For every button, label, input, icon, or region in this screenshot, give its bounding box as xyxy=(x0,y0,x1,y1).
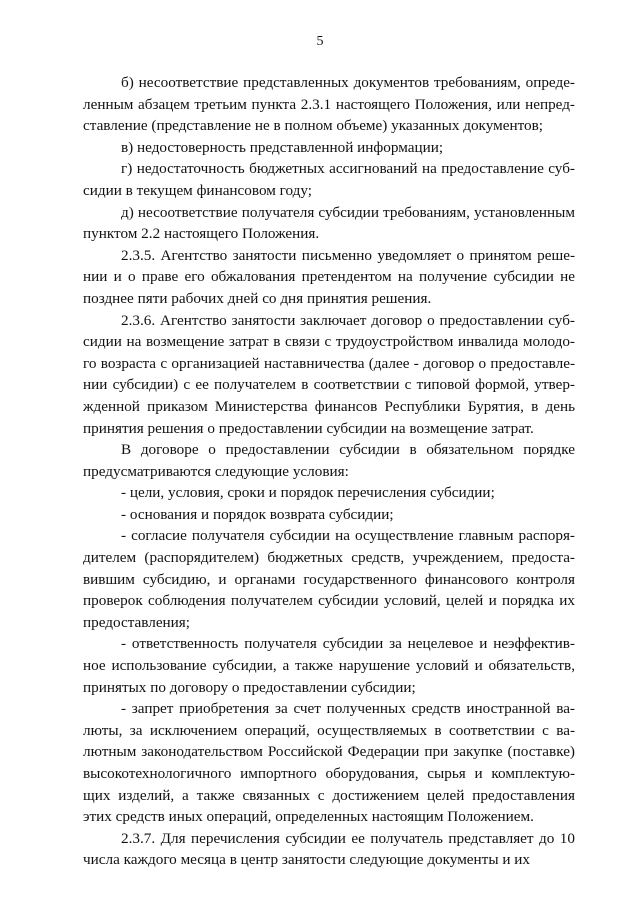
list-item-currency-prohibition: - запрет приобретения за счет полученных средств иностранной ва-люты, за исключением операций, осуществляемых в соответствии с ва-лютным законодательством Российской Федерации при закупке (поставке) высокотехнологичного импортного оборудования, сырья и комплектую-щих изделий, а также связанных с достижением целей предоставления этих средств иных операций, определенных настоящим Положением. xyxy=(83,700,575,826)
list-item-responsibility: - ответственность получателя субсидии за нецелевое и неэффектив-ное использование субсидии, а также нарушение условий и обязательств, принятых по договору о предоставлении субсидии; xyxy=(83,635,575,696)
page-number: 5 xyxy=(316,34,324,49)
paragraph-2-3-5: 2.3.5. Агентство занятости письменно уведомляет о принятом реше-нии и о праве его обжалования претендентом на получение субсидии не позднее пяти рабочих дней со дня принятия решения. xyxy=(83,246,575,307)
document-body xyxy=(83,72,575,871)
paragraph-2-3-7: 2.3.7. Для перечисления субсидии ее получатель представляет до 10 числа каждого месяца в центр занятости следующие документы и их xyxy=(83,829,575,869)
paragraph-contract-conditions-intro: В договоре о предоставлении субсидии в обязательном порядке предусматриваются следующие условия: xyxy=(83,441,575,480)
list-item-control-consent: - согласие получателя субсидии на осуществление главным распоря-дителем (распорядителем) бюджетных средств, учреждением, предоста-вившим субсидию, и органами государственного финансового контроля проверок соблюдения получателем субсидии условий, целей и порядка их предоставления; xyxy=(83,527,575,631)
list-item-goals-conditions: - цели, условия, сроки и порядок перечисления субсидии; xyxy=(121,484,495,502)
paragraph-2-3-6: 2.3.6. Агентство занятости заключает договор о предоставлении суб-сидии на возмещение затрат в связи с трудоустройством инвалида молодо-го возраста с организацией наставничества (далее - договор о предоставле-нии субсидии) с ее получателем в соответствии с типовой формой, утвер-жденной приказом Министерства финансов Республики Бурятия, в день принятия решения о предоставлении субсидии на возмещение затрат. xyxy=(83,311,575,437)
list-item-return-grounds: - основания и порядок возврата субсидии; xyxy=(121,505,394,523)
paragraph-item-b: б) несоответствие представленных документов требованиям, опреде-ленным абзацем третьим пункта 2.3.1 настоящего Положения, или непред-ставление (представление не в полном объеме) указанных документов; xyxy=(83,74,575,135)
paragraph-item-v: в) недостоверность представленной информации; xyxy=(121,138,444,156)
paragraph-item-d: д) несоответствие получателя субсидии требованиям, установленным пунктом 2.2 настоящего Положения. xyxy=(83,203,575,243)
paragraph-item-g: г) недостаточность бюджетных ассигнований на предоставление суб-сидии в текущем финансовом году; xyxy=(83,160,575,199)
